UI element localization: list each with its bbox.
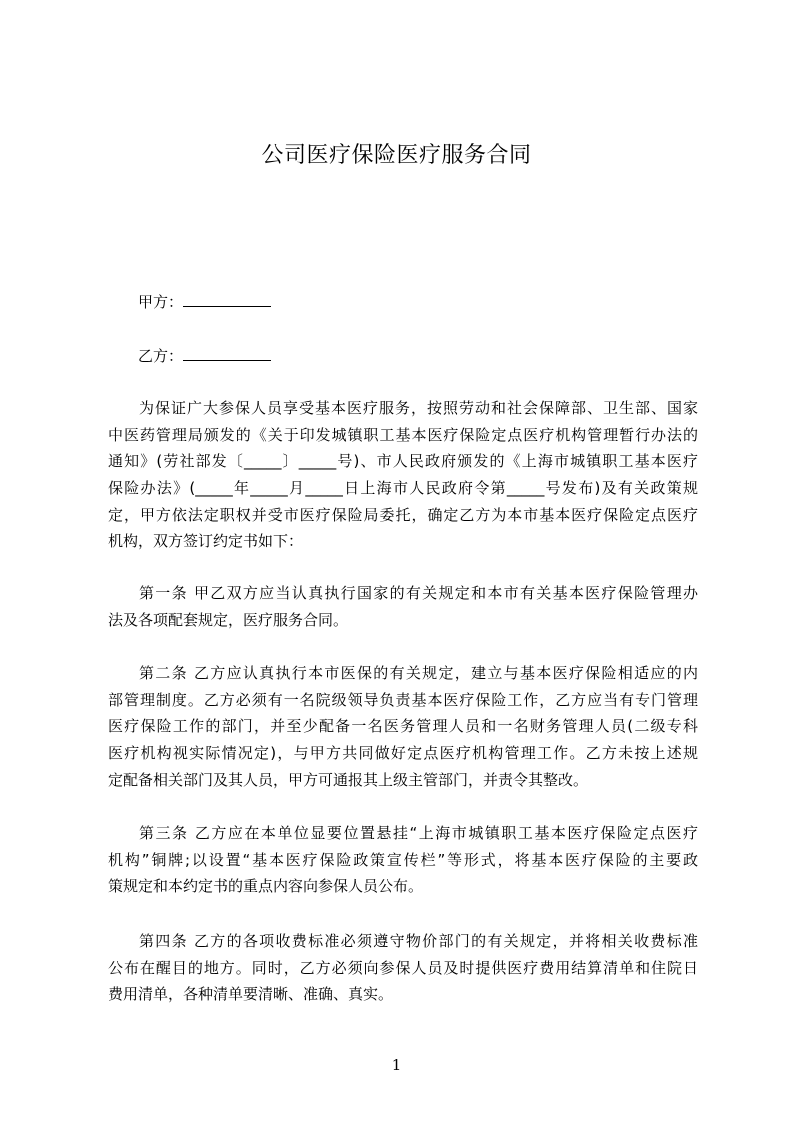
party-b-line bbox=[138, 345, 271, 366]
paragraph-line: 第三条 乙方应在本单位显要位置悬挂“上海市城镇职工基本医疗保险定点医疗 bbox=[139, 824, 698, 842]
page-number: 1 bbox=[391, 1056, 402, 1074]
paragraph-line: 定配备相关部门及其人员，甲方可通报其上级主管部门，并责令其整改。 bbox=[108, 770, 589, 789]
article-4-paragraph bbox=[108, 928, 698, 1008]
paragraph-line: 费用清单，各种清单要清晰、准确、真实。 bbox=[108, 985, 394, 1004]
paragraph-line: 中医药管理局颁发的《关于印发城镇职工基本医疗保险定点医疗机构管理暂行办法的 bbox=[108, 425, 698, 444]
party-b-blank bbox=[183, 345, 271, 361]
article-1-paragraph bbox=[108, 580, 698, 633]
party-a-blank bbox=[183, 291, 271, 307]
paragraph-line: 为保证广大参保人员享受基本医疗服务，按照劳动和社会保障部、卫生部、国家 bbox=[139, 399, 698, 417]
article-3-paragraph bbox=[108, 820, 698, 900]
paragraph-line: 部管理制度。乙方必须有一名院级领导负责基本医疗保险工作，乙方应当有专门管理 bbox=[108, 690, 698, 709]
paragraph-line: 公布在醒目的地方。同时，乙方必须向参保人员及时提供医疗费用结算清单和住院日 bbox=[108, 958, 698, 977]
party-a-line bbox=[138, 291, 271, 312]
paragraph-line: 第四条 乙方的各项收费标准必须遵守物价部门的有关规定，并将相关收费标准 bbox=[139, 932, 698, 950]
article-2-paragraph bbox=[108, 660, 698, 793]
paragraph-line: 医疗机构视实际情况定)，与甲方共同做好定点医疗机构管理工作。乙方未按上述规 bbox=[108, 744, 698, 763]
paragraph-line: 第一条 甲乙双方应当认真执行国家的有关规定和本市有关基本医疗保险管理办 bbox=[139, 584, 698, 602]
paragraph-line: 通知》(劳社部发〔_____〕_____号)、市人民政府颁发的《上海市城镇职工基本医疗 bbox=[108, 452, 698, 471]
paragraph-line: 定，甲方依法定职权并受市医疗保险局委托，确定乙方为本市基本医疗保险定点医疗 bbox=[108, 505, 698, 524]
party-a-label: 甲方： bbox=[138, 293, 184, 311]
paragraph-line: 机构”铜牌;以设置“基本医疗保险政策宣传栏”等形式，将基本医疗保险的主要政 bbox=[108, 850, 698, 869]
preamble-paragraph bbox=[108, 395, 698, 555]
paragraph-line: 法及各项配套规定，医疗服务合同。 bbox=[108, 610, 349, 629]
document-title: 公司医疗保险医疗服务合同 bbox=[261, 143, 532, 168]
paragraph-line: 策规定和本约定书的重点内容向参保人员公布。 bbox=[108, 877, 424, 896]
paragraph-line: 第二条 乙方应认真执行本市医保的有关规定，建立与基本医疗保险相适应的内 bbox=[139, 664, 698, 682]
party-b-label: 乙方： bbox=[138, 347, 184, 365]
paragraph-line: 保险办法》(_____年_____月_____日上海市人民政府令第_____号发布)及有关政策规 bbox=[108, 479, 698, 498]
paragraph-line: 医疗保险工作的部门，并至少配备一名医务管理人员和一名财务管理人员(二级专科 bbox=[108, 717, 698, 736]
paragraph-line: 机构，双方签订约定书如下： bbox=[108, 532, 304, 551]
